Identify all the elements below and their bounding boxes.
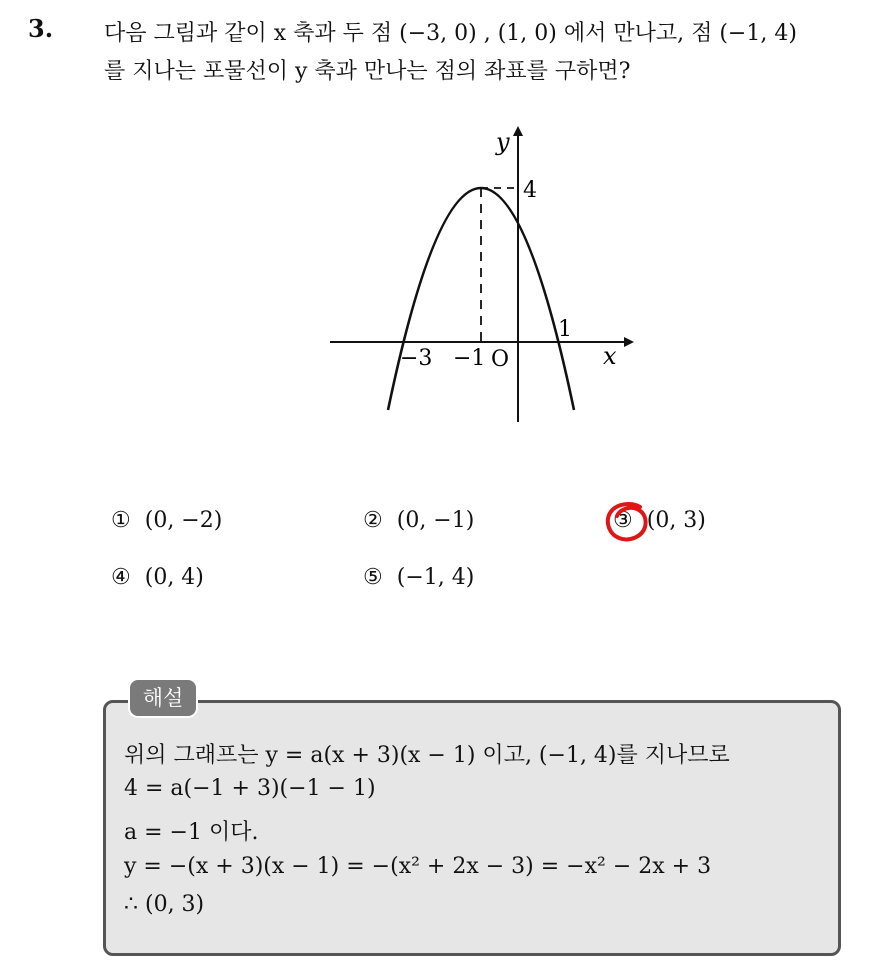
y-axis-label: y bbox=[496, 128, 510, 156]
correct-answer-circle-mark bbox=[604, 501, 650, 543]
question-text-line-2: 를 지나는 포물선이 y 축과 만나는 점의 좌표를 구하면? bbox=[104, 59, 631, 84]
parabola-graph bbox=[320, 118, 650, 430]
choice-4-text: (0, 4) bbox=[144, 565, 204, 590]
choice-3-text: (0, 3) bbox=[646, 508, 706, 533]
solution-line-3: a = −1 이다. bbox=[124, 820, 259, 845]
vertex-y-label: 4 bbox=[523, 178, 537, 203]
choice-4-number: ④ bbox=[111, 565, 131, 590]
choice-4[interactable] bbox=[111, 565, 204, 590]
x-axis-label: x bbox=[603, 342, 617, 370]
solution-line-2: 4 = a(−1 + 3)(−1 − 1) bbox=[124, 776, 376, 801]
choice-5[interactable] bbox=[363, 565, 474, 590]
solution-line-1: 위의 그래프는 y = a(x + 3)(x − 1) 이고, (−1, 4)를 지나므로 bbox=[124, 743, 730, 768]
solution-tag: 해설 bbox=[128, 678, 198, 718]
choice-5-number: ⑤ bbox=[363, 565, 383, 590]
choice-2-number: ② bbox=[363, 508, 383, 533]
vertex-x-label: −1 bbox=[453, 346, 486, 371]
choice-2[interactable] bbox=[363, 508, 474, 533]
choice-1[interactable] bbox=[111, 508, 222, 533]
choice-2-text: (0, −1) bbox=[396, 508, 475, 533]
root-left-label: −3 bbox=[400, 346, 433, 371]
root-right-label: 1 bbox=[558, 317, 572, 342]
choice-3-number: ③ bbox=[613, 508, 633, 533]
choice-1-number: ① bbox=[111, 508, 131, 533]
origin-label: O bbox=[491, 347, 510, 372]
solution-line-5: ∴ (0, 3) bbox=[124, 892, 205, 917]
question-text-line-1: 다음 그림과 같이 x 축과 두 점 (−3, 0) , (1, 0) 에서 만나고, 점 (−1, 4) bbox=[104, 21, 797, 46]
choice-1-text: (0, −2) bbox=[144, 508, 223, 533]
question-number: 3. bbox=[28, 14, 54, 43]
choice-5-text: (−1, 4) bbox=[396, 565, 475, 590]
solution-line-4: y = −(x + 3)(x − 1) = −(x² + 2x − 3) = −x² − 2x + 3 bbox=[124, 854, 712, 879]
